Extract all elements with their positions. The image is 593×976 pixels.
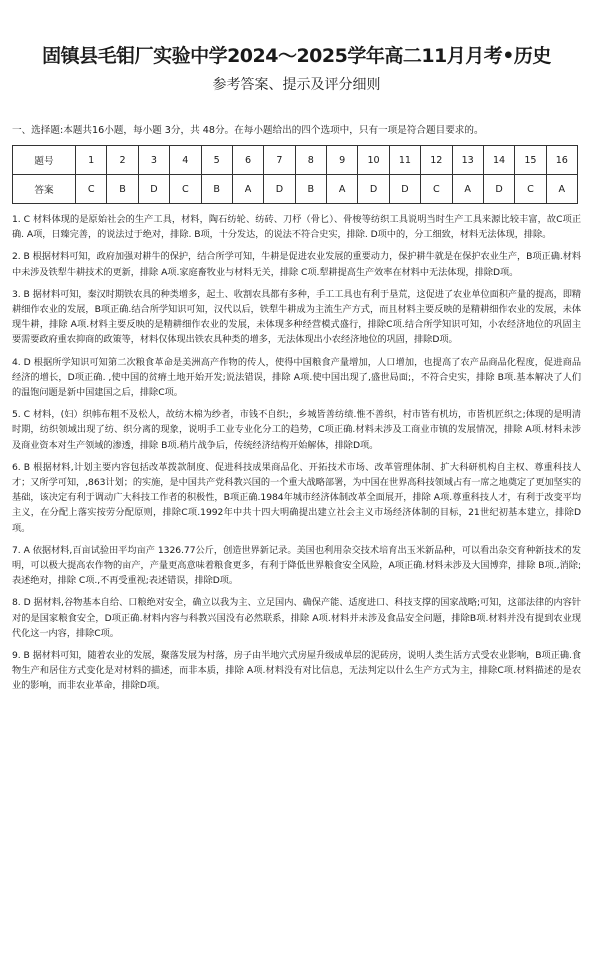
question-number: 10 xyxy=(358,146,389,175)
question-number-row xyxy=(13,146,578,175)
answer-cell: A xyxy=(452,175,483,204)
document-title: 固镇县毛钼厂实验中学2024～2025学年高二11月月考•历史 xyxy=(42,45,551,67)
question-number: 8 xyxy=(295,146,326,175)
explanation-item: 4. D 根据所学知识可知第二次粮食革命是美洲高产作物的传人，使得中国粮食产量增加，人口增加，也提高了农产品商品化程度，促进商品经济的增长，D项正确. ,使中国的贫瘠土地开始开发;说法错误，排除 A项.使中国出现了,盛世局面;，不符合史实，排除 B项.基本解决了人们的温饱问题是新中国建国之后，排除C项。 xyxy=(12,356,581,399)
answer-cell: B xyxy=(295,175,326,204)
row-label-number: 题号 xyxy=(13,146,76,175)
explanation-item: 5. C 材料，(妇）织帏布粗不及松人，故纺木棉为纱者，市钱不自织;，乡城皆善纺绩.惟不善织，村市皆有机坊，市皆机匠织之;体现的是明清时期，纺织领域出现了纺、织分离的现象，说明手工业专业化分工的趋势，C项正确.材料未涉及工商业市镇的发展情况，排除 A项.材料未涉及商业资本对生产领域的渗透，排除 B项.稍片战争后，传统经济结构开始解体，排除D项。 xyxy=(12,409,581,451)
question-number: 11 xyxy=(389,146,420,175)
answer-cell: C xyxy=(421,175,452,204)
answer-cell: D xyxy=(389,175,420,204)
explanation-item: 8. D 据材料,谷物基本自给、口粮绝对安全，确立以我为主、立足国内、确保产能、适度进口、科技支撑的国家战略;可知，这部法律的内容针对的是国家粮食安全，D项正确.材料内容与科教兴国没有必然联系，排除 A项.材料并未涉及食品安全问题，排除B项.材料并没有提到农业现代化这一内容，排除C项。 xyxy=(12,597,581,639)
explanation-item: 9. B 据材料可知，随着农业的发展，聚落发展为村落，房子由半地穴式房屋升级成单层的泥砖房，说明人类生活方式受农业影响，B项正确.食物生产和居住方式变化是对材料的描述，而非本质，排除 A项.材料没有对比信息，无法判定以什么生产方式为主，排除C项.材料描述的是农业的影响，而非农业革命，排除D项。 xyxy=(12,650,581,692)
explanation-item: 7. A 依据材料,百亩试验田平均亩产 1326.77公斤，创造世界新记录。美国也利用杂交技术培育出玉米新品种，可以看出杂交育种新技术的发明，可以极大提高农作物的亩产，产量更高意味着粮食更多，有利于降低世界粮食安全风险，A项正确.材料未涉及大国博弈，排除 B项.,消除;表述绝对，排除 C项.,不再受重视;表述错误，排除D项。 xyxy=(12,544,581,587)
explanation-item: 2. B 根据材料可知，政府加强对耕牛的保护，结合所学可知，牛耕是促进农业发展的重要动力，保护耕牛就是在保护农业生产，B项正确.材料中未涉及铁犁牛耕技术的更新，排除 A项.家庭畜牧业与材料无关，排除 C项.犁耕提高生产效率在材料中无法体现，排除D项。 xyxy=(12,251,581,278)
document-subtitle: 参考答案、提示及评分细则 xyxy=(212,77,381,93)
answer-cell: D xyxy=(138,175,169,204)
question-number: 2 xyxy=(107,146,138,175)
question-number: 12 xyxy=(421,146,452,175)
question-number: 16 xyxy=(546,146,577,175)
question-number: 3 xyxy=(138,146,169,175)
answer-cell: A xyxy=(327,175,358,204)
question-number: 9 xyxy=(327,146,358,175)
answer-cell: B xyxy=(107,175,138,204)
question-number: 14 xyxy=(483,146,514,175)
question-number: 1 xyxy=(76,146,107,175)
question-number: 4 xyxy=(170,146,201,175)
answer-cell: D xyxy=(358,175,389,204)
answer-cell: C xyxy=(170,175,201,204)
answer-cell: C xyxy=(76,175,107,204)
answer-cell: D xyxy=(264,175,295,204)
question-number: 5 xyxy=(201,146,232,175)
explanation-item: 6. B 根据材料,计划主要内容包括改革拨款制度、促进科技成果商品化、开拓技术市场、改革管理体制、扩大科研机构自主权、尊重科技人才；又所学可知，,863计划；的实施，是中国共产党科教兴国的一个重大战略部署，为中国在世界高科技领域占有一席之地奠定了更加坚实的基础，该决定有利于调动广大科技工作者的积极性，B项正确.1984年城市经济体制改革全面展开，排除 A项.尊重科技人才，有利于改变平均主义，在分配上落实按劳分配原则，排除C项.1992年中共十四大明确提出建立社会主义市场经济体制的目标，21世纪初基本建立，排除D项。 xyxy=(12,461,581,534)
row-label-answer: 答案 xyxy=(13,175,76,204)
answer-cell: D xyxy=(483,175,514,204)
question-number: 15 xyxy=(515,146,546,175)
answer-cell: B xyxy=(201,175,232,204)
question-number: 6 xyxy=(232,146,263,175)
answer-table xyxy=(12,145,578,204)
answer-cell: C xyxy=(515,175,546,204)
answer-cell: A xyxy=(232,175,263,204)
explanation-item: 1. C 材料体现的是原始社会的生产工具，材料，陶石纺轮、纺砖、刀杼（骨匕）、骨梭等纺织工具说明当时生产工具来源比较丰富，故C项正确. A项，日臻完善，的说法过于绝对，排除. B项，十分发达，的说法不符合史实，排除. D项中的，分工细致，材料无法体现，排除。 xyxy=(12,214,581,241)
section-intro: 一、选择题:本题共16小题，每小题 3分，共 48分。在每小题给出的四个选项中，只有一项是符合题目要求的。 xyxy=(12,125,484,136)
explanation-list xyxy=(12,212,581,694)
answer-document xyxy=(0,44,593,976)
explanation-item: 3. B 据材料可知，秦汉时期铁农具的种类增多，起土、收割农具都有多种，手工工具也有利于垦荒，这促进了农业单位面积产量的提高，即精耕细作农业的发展，B项正确.结合所学知识可知，汉代以后，铁犁牛耕成为主流生产方式，而且材料主要反映的是精耕细作农业的发展，未体现牛耕，排除 A项.材料主要反映的是精耕细作农业的发展，未体现多种经营模式盛行，排除C项.结合所学知识可知，小农经济地位的巩固主要需要政府重农抑商的政策等，材料仅体现出铁农具种类的增多，无法体现出小农经济地位的巩固，排除D项。 xyxy=(12,288,581,346)
answer-cell: A xyxy=(546,175,577,204)
question-number: 13 xyxy=(452,146,483,175)
answer-row xyxy=(13,175,578,204)
question-number: 7 xyxy=(264,146,295,175)
